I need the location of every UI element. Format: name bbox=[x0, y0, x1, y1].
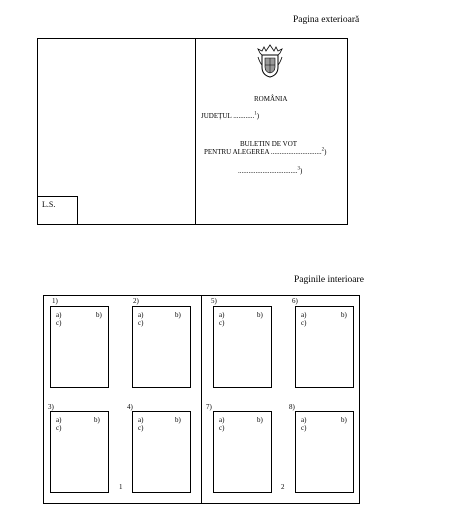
stamp-label: L.S. bbox=[42, 200, 56, 209]
square-number: 5) bbox=[211, 297, 217, 305]
option-b-label: b) bbox=[175, 311, 181, 319]
page-number-right: 2 bbox=[281, 483, 285, 491]
square-number: 1) bbox=[52, 297, 58, 305]
option-a-label: a) bbox=[219, 311, 225, 319]
option-a-label: a) bbox=[301, 416, 307, 424]
option-b-label: b) bbox=[341, 416, 347, 424]
square-number: 8) bbox=[289, 403, 295, 411]
blank-footnote: 3 bbox=[297, 166, 300, 172]
square-frame bbox=[50, 306, 109, 388]
election-footnote: 2 bbox=[321, 147, 325, 153]
option-c-label: c) bbox=[301, 319, 307, 327]
option-a-label: a) bbox=[301, 311, 307, 319]
option-b-label: b) bbox=[341, 311, 347, 319]
county-dots: ............ bbox=[233, 112, 255, 120]
option-b-label: b) bbox=[257, 311, 263, 319]
option-a-label: a) bbox=[56, 416, 62, 424]
square-frame bbox=[132, 411, 191, 493]
square-frame bbox=[213, 306, 272, 388]
option-c-label: c) bbox=[138, 319, 144, 327]
interior-fold-line bbox=[201, 295, 202, 504]
option-b-label: b) bbox=[175, 416, 181, 424]
election-line: PENTRU ALEGEREA .............................$^2$) bbox=[204, 147, 327, 156]
country-name: ROMÂNIA bbox=[254, 95, 288, 103]
option-c-label: c) bbox=[219, 424, 225, 432]
square-frame bbox=[295, 411, 354, 493]
option-c-label: c) bbox=[56, 424, 62, 432]
blank-dots: .................................. bbox=[238, 167, 298, 175]
ballot-title: BULETIN DE VOT bbox=[240, 140, 298, 148]
square-number: 6) bbox=[292, 297, 298, 305]
option-a-label: a) bbox=[138, 416, 144, 424]
blank-line: ..................................$^3$) bbox=[238, 166, 303, 175]
exterior-heading: Pagina exterioară bbox=[293, 15, 360, 25]
election-dots: ............................. bbox=[270, 148, 322, 156]
option-a-label: a) bbox=[219, 416, 225, 424]
option-b-label: b) bbox=[96, 311, 102, 319]
fold-line bbox=[195, 38, 196, 225]
option-c-label: c) bbox=[138, 424, 144, 432]
county-footnote: 1 bbox=[254, 111, 257, 117]
square-number: 3) bbox=[48, 403, 54, 411]
option-c-label: c) bbox=[219, 319, 225, 327]
square-frame bbox=[213, 411, 272, 493]
exterior-page bbox=[37, 38, 348, 225]
square-frame bbox=[132, 306, 191, 388]
option-b-label: b) bbox=[257, 416, 263, 424]
square-frame bbox=[295, 306, 354, 388]
county-line: JUDEȚUL ............$^1$) bbox=[201, 111, 260, 120]
square-number: 7) bbox=[206, 403, 212, 411]
option-a-label: a) bbox=[56, 311, 62, 319]
romania-coat-of-arms-icon bbox=[256, 43, 284, 79]
option-c-label: c) bbox=[56, 319, 62, 327]
option-c-label: c) bbox=[301, 424, 307, 432]
square-number: 2) bbox=[133, 297, 139, 305]
county-label: JUDEȚUL bbox=[201, 112, 232, 120]
square-frame bbox=[50, 411, 109, 493]
page-number-left: 1 bbox=[119, 483, 123, 491]
interior-heading: Paginile interioare bbox=[294, 275, 364, 285]
election-label: PENTRU ALEGEREA bbox=[204, 148, 270, 156]
square-number: 4) bbox=[127, 403, 133, 411]
option-b-label: b) bbox=[94, 416, 100, 424]
option-a-label: a) bbox=[138, 311, 144, 319]
